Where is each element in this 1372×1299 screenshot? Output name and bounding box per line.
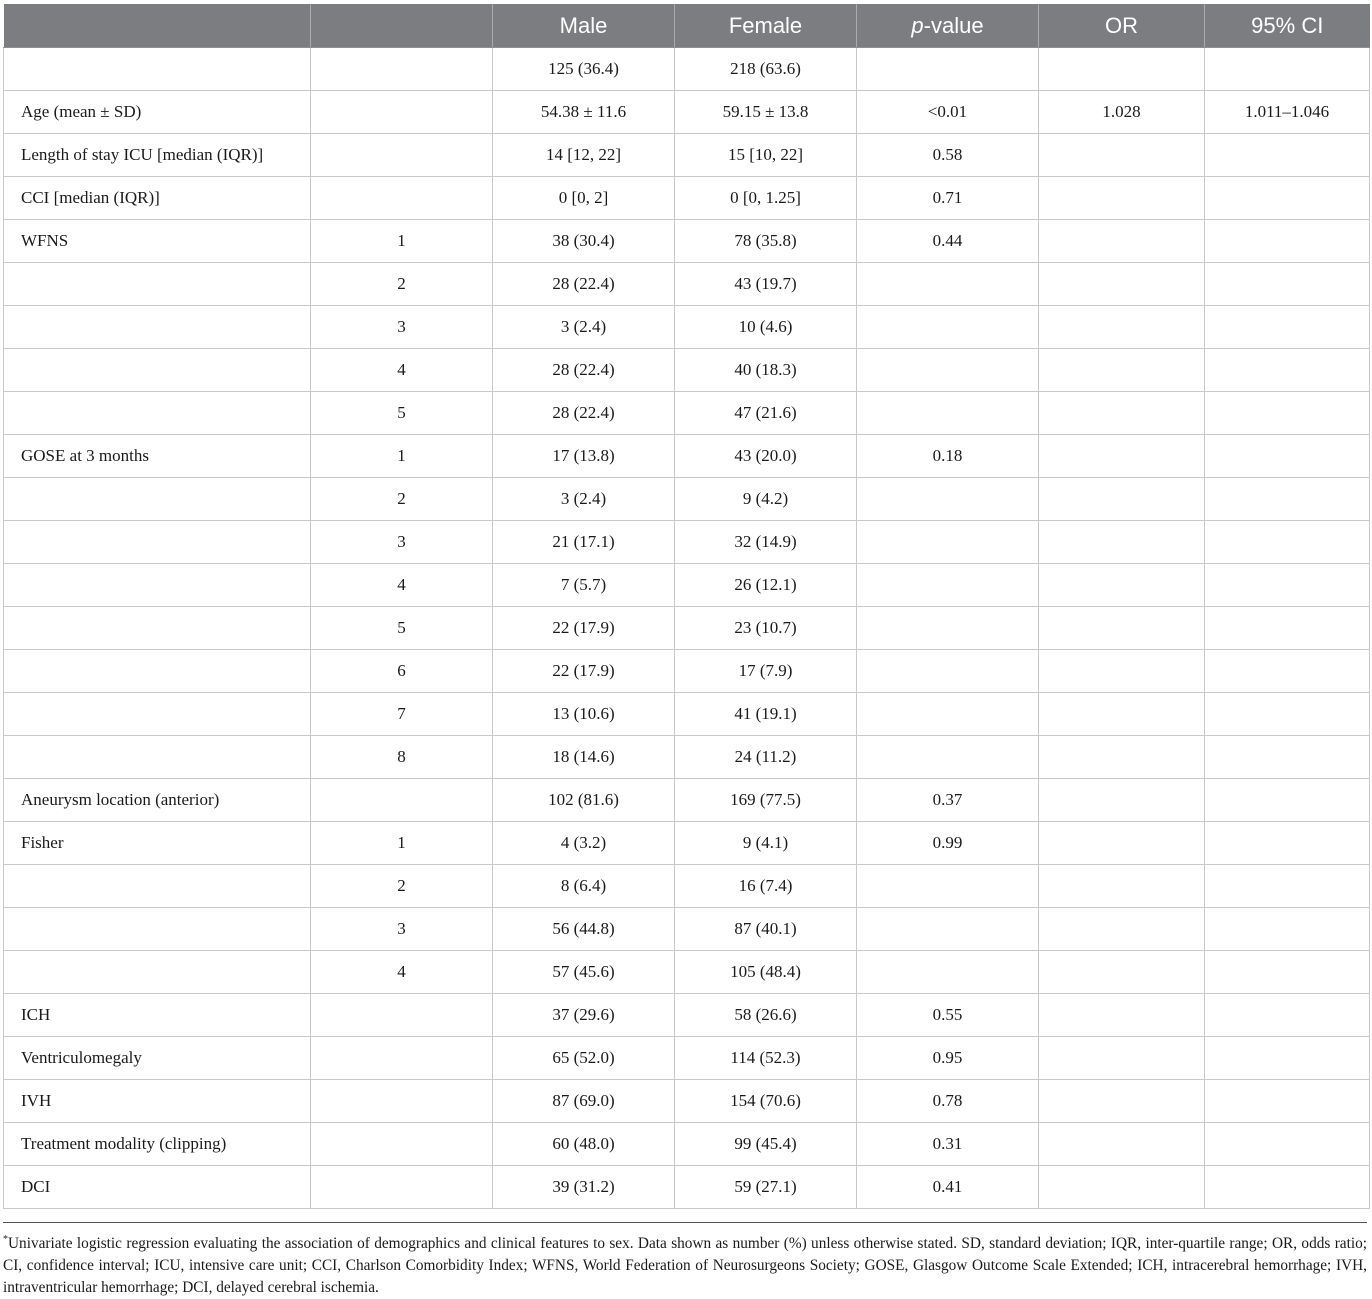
cell-or: 1.028 bbox=[1039, 91, 1205, 134]
cell-male: 18 (14.6) bbox=[493, 736, 675, 779]
cell-female: 47 (21.6) bbox=[675, 392, 857, 435]
table-row bbox=[4, 521, 1370, 564]
cell-variable: Age (mean ± SD) bbox=[4, 91, 311, 134]
cell-male: 60 (48.0) bbox=[493, 1123, 675, 1166]
cell-p-value bbox=[857, 478, 1039, 521]
cell-male: 57 (45.6) bbox=[493, 951, 675, 994]
cell-ci bbox=[1205, 263, 1370, 306]
cell-level: 6 bbox=[311, 650, 493, 693]
cell-female: 218 (63.6) bbox=[675, 48, 857, 91]
cell-ci bbox=[1205, 306, 1370, 349]
cell-p-value bbox=[857, 693, 1039, 736]
table-row bbox=[4, 779, 1370, 822]
table-footnote bbox=[3, 1222, 1367, 1299]
header-level bbox=[311, 4, 493, 48]
cell-ci bbox=[1205, 865, 1370, 908]
table-row bbox=[4, 865, 1370, 908]
cell-variable bbox=[4, 521, 311, 564]
cell-p-value bbox=[857, 306, 1039, 349]
cell-level: 1 bbox=[311, 220, 493, 263]
cell-variable: Fisher bbox=[4, 822, 311, 865]
table-row bbox=[4, 564, 1370, 607]
cell-level bbox=[311, 48, 493, 91]
cell-ci bbox=[1205, 822, 1370, 865]
cell-female: 15 [10, 22] bbox=[675, 134, 857, 177]
cell-level: 3 bbox=[311, 306, 493, 349]
cell-female: 32 (14.9) bbox=[675, 521, 857, 564]
cell-or bbox=[1039, 1123, 1205, 1166]
cell-variable bbox=[4, 478, 311, 521]
cell-level: 1 bbox=[311, 822, 493, 865]
data-table bbox=[3, 4, 1370, 1209]
cell-female: 114 (52.3) bbox=[675, 1037, 857, 1080]
cell-ci bbox=[1205, 134, 1370, 177]
cell-p-value bbox=[857, 736, 1039, 779]
cell-female: 59.15 ± 13.8 bbox=[675, 91, 857, 134]
cell-variable: WFNS bbox=[4, 220, 311, 263]
cell-male: 28 (22.4) bbox=[493, 349, 675, 392]
table-row bbox=[4, 48, 1370, 91]
cell-p-value: 0.99 bbox=[857, 822, 1039, 865]
cell-p-value bbox=[857, 564, 1039, 607]
cell-ci bbox=[1205, 564, 1370, 607]
cell-or bbox=[1039, 908, 1205, 951]
cell-p-value bbox=[857, 908, 1039, 951]
table-row bbox=[4, 392, 1370, 435]
cell-female: 43 (20.0) bbox=[675, 435, 857, 478]
cell-level: 8 bbox=[311, 736, 493, 779]
table-row bbox=[4, 693, 1370, 736]
cell-variable bbox=[4, 865, 311, 908]
cell-or bbox=[1039, 1037, 1205, 1080]
cell-ci bbox=[1205, 607, 1370, 650]
cell-or bbox=[1039, 478, 1205, 521]
cell-male: 3 (2.4) bbox=[493, 306, 675, 349]
cell-ci bbox=[1205, 1166, 1370, 1209]
cell-ci bbox=[1205, 994, 1370, 1037]
cell-level: 7 bbox=[311, 693, 493, 736]
cell-or bbox=[1039, 607, 1205, 650]
cell-variable: GOSE at 3 months bbox=[4, 435, 311, 478]
table-row bbox=[4, 478, 1370, 521]
cell-variable bbox=[4, 650, 311, 693]
cell-p-value: 0.78 bbox=[857, 1080, 1039, 1123]
table-row bbox=[4, 220, 1370, 263]
cell-p-value bbox=[857, 48, 1039, 91]
cell-or bbox=[1039, 1080, 1205, 1123]
cell-level: 5 bbox=[311, 607, 493, 650]
table-row bbox=[4, 994, 1370, 1037]
table-header bbox=[4, 4, 1370, 48]
cell-male: 14 [12, 22] bbox=[493, 134, 675, 177]
cell-male: 28 (22.4) bbox=[493, 392, 675, 435]
cell-or bbox=[1039, 392, 1205, 435]
cell-level: 3 bbox=[311, 521, 493, 564]
cell-female: 16 (7.4) bbox=[675, 865, 857, 908]
table-row bbox=[4, 177, 1370, 220]
cell-variable bbox=[4, 736, 311, 779]
cell-p-value: 0.58 bbox=[857, 134, 1039, 177]
header-or: OR bbox=[1039, 4, 1205, 48]
table-row bbox=[4, 306, 1370, 349]
cell-variable: Aneurysm location (anterior) bbox=[4, 779, 311, 822]
cell-level: 4 bbox=[311, 564, 493, 607]
cell-male: 37 (29.6) bbox=[493, 994, 675, 1037]
cell-ci bbox=[1205, 392, 1370, 435]
cell-level: 1 bbox=[311, 435, 493, 478]
cell-variable bbox=[4, 48, 311, 91]
cell-ci bbox=[1205, 779, 1370, 822]
cell-ci bbox=[1205, 1123, 1370, 1166]
cell-ci bbox=[1205, 908, 1370, 951]
cell-female: 24 (11.2) bbox=[675, 736, 857, 779]
cell-p-value: 0.18 bbox=[857, 435, 1039, 478]
header-male: Male bbox=[493, 4, 675, 48]
cell-male: 21 (17.1) bbox=[493, 521, 675, 564]
cell-p-value: 0.95 bbox=[857, 1037, 1039, 1080]
cell-male: 7 (5.7) bbox=[493, 564, 675, 607]
cell-variable: CCI [median (IQR)] bbox=[4, 177, 311, 220]
cell-male: 17 (13.8) bbox=[493, 435, 675, 478]
cell-p-value: 0.41 bbox=[857, 1166, 1039, 1209]
table-container bbox=[3, 4, 1369, 1209]
cell-ci bbox=[1205, 48, 1370, 91]
cell-variable bbox=[4, 306, 311, 349]
cell-level bbox=[311, 91, 493, 134]
cell-male: 8 (6.4) bbox=[493, 865, 675, 908]
table-row bbox=[4, 736, 1370, 779]
header-p-letter: p bbox=[911, 12, 924, 38]
table-row bbox=[4, 435, 1370, 478]
cell-ci bbox=[1205, 349, 1370, 392]
cell-male: 125 (36.4) bbox=[493, 48, 675, 91]
table-body bbox=[4, 48, 1370, 1209]
cell-male: 22 (17.9) bbox=[493, 650, 675, 693]
cell-ci bbox=[1205, 736, 1370, 779]
footnote-text: Univariate logistic regression evaluating the association of demographics and clinical features to sex. Data shown as number (%) unless otherwise stated. SD, standard deviation; IQR, inter-quartile range; OR, odds ratio; CI, confidence interval; ICU, intensive care unit; CCI, Charlson Comorbidity Index; WFNS, World Federation of Neurosurgeons Society; GOSE, Glasgow Outcome Scale Extended; ICH, intracerebral hemorrhage; IVH, intraventricular hemorrhage; DCI, delayed cerebral ischemia. bbox=[3, 1235, 1367, 1297]
table-row bbox=[4, 822, 1370, 865]
cell-variable: IVH bbox=[4, 1080, 311, 1123]
cell-male: 3 (2.4) bbox=[493, 478, 675, 521]
footnote-marker: * bbox=[3, 1234, 8, 1245]
cell-variable: Length of stay ICU [median (IQR)] bbox=[4, 134, 311, 177]
cell-or bbox=[1039, 779, 1205, 822]
cell-ci bbox=[1205, 521, 1370, 564]
cell-female: 78 (35.8) bbox=[675, 220, 857, 263]
cell-ci bbox=[1205, 650, 1370, 693]
cell-variable bbox=[4, 607, 311, 650]
cell-or bbox=[1039, 349, 1205, 392]
cell-female: 105 (48.4) bbox=[675, 951, 857, 994]
cell-or bbox=[1039, 865, 1205, 908]
cell-level bbox=[311, 1037, 493, 1080]
cell-or bbox=[1039, 650, 1205, 693]
cell-level: 3 bbox=[311, 908, 493, 951]
cell-variable: DCI bbox=[4, 1166, 311, 1209]
cell-level: 2 bbox=[311, 263, 493, 306]
cell-female: 43 (19.7) bbox=[675, 263, 857, 306]
cell-male: 13 (10.6) bbox=[493, 693, 675, 736]
cell-or bbox=[1039, 693, 1205, 736]
header-row bbox=[4, 4, 1370, 48]
cell-ci: 1.011–1.046 bbox=[1205, 91, 1370, 134]
cell-male: 56 (44.8) bbox=[493, 908, 675, 951]
cell-female: 154 (70.6) bbox=[675, 1080, 857, 1123]
cell-or bbox=[1039, 994, 1205, 1037]
cell-level bbox=[311, 1080, 493, 1123]
cell-ci bbox=[1205, 177, 1370, 220]
table-row bbox=[4, 1166, 1370, 1209]
cell-p-value bbox=[857, 650, 1039, 693]
table-row bbox=[4, 349, 1370, 392]
cell-or bbox=[1039, 521, 1205, 564]
cell-female: 23 (10.7) bbox=[675, 607, 857, 650]
cell-ci bbox=[1205, 478, 1370, 521]
cell-level bbox=[311, 1123, 493, 1166]
cell-or bbox=[1039, 435, 1205, 478]
cell-female: 40 (18.3) bbox=[675, 349, 857, 392]
cell-male: 4 (3.2) bbox=[493, 822, 675, 865]
cell-or bbox=[1039, 564, 1205, 607]
cell-level: 2 bbox=[311, 865, 493, 908]
cell-or bbox=[1039, 220, 1205, 263]
cell-ci bbox=[1205, 693, 1370, 736]
cell-ci bbox=[1205, 435, 1370, 478]
cell-or bbox=[1039, 177, 1205, 220]
table-row bbox=[4, 91, 1370, 134]
cell-variable bbox=[4, 564, 311, 607]
table-row bbox=[4, 134, 1370, 177]
cell-level bbox=[311, 1166, 493, 1209]
table-row bbox=[4, 908, 1370, 951]
header-ci: 95% CI bbox=[1205, 4, 1370, 48]
table-row bbox=[4, 650, 1370, 693]
cell-variable bbox=[4, 392, 311, 435]
cell-male: 102 (81.6) bbox=[493, 779, 675, 822]
cell-ci bbox=[1205, 1037, 1370, 1080]
cell-p-value bbox=[857, 951, 1039, 994]
cell-female: 87 (40.1) bbox=[675, 908, 857, 951]
cell-variable: Ventriculomegaly bbox=[4, 1037, 311, 1080]
cell-level bbox=[311, 779, 493, 822]
header-female: Female bbox=[675, 4, 857, 48]
cell-ci bbox=[1205, 951, 1370, 994]
cell-variable bbox=[4, 349, 311, 392]
cell-or bbox=[1039, 306, 1205, 349]
cell-ci bbox=[1205, 1080, 1370, 1123]
cell-p-value bbox=[857, 607, 1039, 650]
cell-male: 39 (31.2) bbox=[493, 1166, 675, 1209]
table-row bbox=[4, 1037, 1370, 1080]
cell-male: 22 (17.9) bbox=[493, 607, 675, 650]
cell-female: 0 [0, 1.25] bbox=[675, 177, 857, 220]
cell-female: 9 (4.1) bbox=[675, 822, 857, 865]
cell-male: 0 [0, 2] bbox=[493, 177, 675, 220]
cell-level bbox=[311, 994, 493, 1037]
cell-female: 59 (27.1) bbox=[675, 1166, 857, 1209]
cell-level bbox=[311, 134, 493, 177]
table-row bbox=[4, 951, 1370, 994]
cell-level bbox=[311, 177, 493, 220]
cell-female: 26 (12.1) bbox=[675, 564, 857, 607]
table-row bbox=[4, 1123, 1370, 1166]
cell-p-value bbox=[857, 521, 1039, 564]
cell-male: 38 (30.4) bbox=[493, 220, 675, 263]
cell-p-value: 0.44 bbox=[857, 220, 1039, 263]
cell-male: 65 (52.0) bbox=[493, 1037, 675, 1080]
cell-male: 87 (69.0) bbox=[493, 1080, 675, 1123]
cell-p-value: 0.31 bbox=[857, 1123, 1039, 1166]
cell-level: 4 bbox=[311, 349, 493, 392]
cell-or bbox=[1039, 822, 1205, 865]
cell-female: 17 (7.9) bbox=[675, 650, 857, 693]
cell-level: 5 bbox=[311, 392, 493, 435]
cell-male: 28 (22.4) bbox=[493, 263, 675, 306]
cell-p-value: <0.01 bbox=[857, 91, 1039, 134]
cell-variable bbox=[4, 693, 311, 736]
cell-female: 99 (45.4) bbox=[675, 1123, 857, 1166]
cell-variable bbox=[4, 951, 311, 994]
cell-female: 10 (4.6) bbox=[675, 306, 857, 349]
cell-p-value bbox=[857, 349, 1039, 392]
cell-p-value: 0.37 bbox=[857, 779, 1039, 822]
cell-variable: Treatment modality (clipping) bbox=[4, 1123, 311, 1166]
cell-or bbox=[1039, 1166, 1205, 1209]
header-p-value bbox=[857, 4, 1039, 48]
cell-p-value bbox=[857, 263, 1039, 306]
cell-variable bbox=[4, 908, 311, 951]
table-row bbox=[4, 607, 1370, 650]
cell-male: 54.38 ± 11.6 bbox=[493, 91, 675, 134]
cell-female: 41 (19.1) bbox=[675, 693, 857, 736]
cell-or bbox=[1039, 736, 1205, 779]
table-row bbox=[4, 1080, 1370, 1123]
cell-level: 2 bbox=[311, 478, 493, 521]
header-p-rest: -value bbox=[923, 12, 984, 38]
cell-p-value bbox=[857, 865, 1039, 908]
cell-or bbox=[1039, 48, 1205, 91]
cell-variable: ICH bbox=[4, 994, 311, 1037]
cell-or bbox=[1039, 263, 1205, 306]
cell-p-value bbox=[857, 392, 1039, 435]
cell-ci bbox=[1205, 220, 1370, 263]
cell-or bbox=[1039, 951, 1205, 994]
cell-p-value: 0.55 bbox=[857, 994, 1039, 1037]
table-row bbox=[4, 263, 1370, 306]
cell-p-value: 0.71 bbox=[857, 177, 1039, 220]
cell-female: 9 (4.2) bbox=[675, 478, 857, 521]
header-variable bbox=[4, 4, 311, 48]
cell-female: 58 (26.6) bbox=[675, 994, 857, 1037]
cell-female: 169 (77.5) bbox=[675, 779, 857, 822]
cell-variable bbox=[4, 263, 311, 306]
cell-or bbox=[1039, 134, 1205, 177]
cell-level: 4 bbox=[311, 951, 493, 994]
